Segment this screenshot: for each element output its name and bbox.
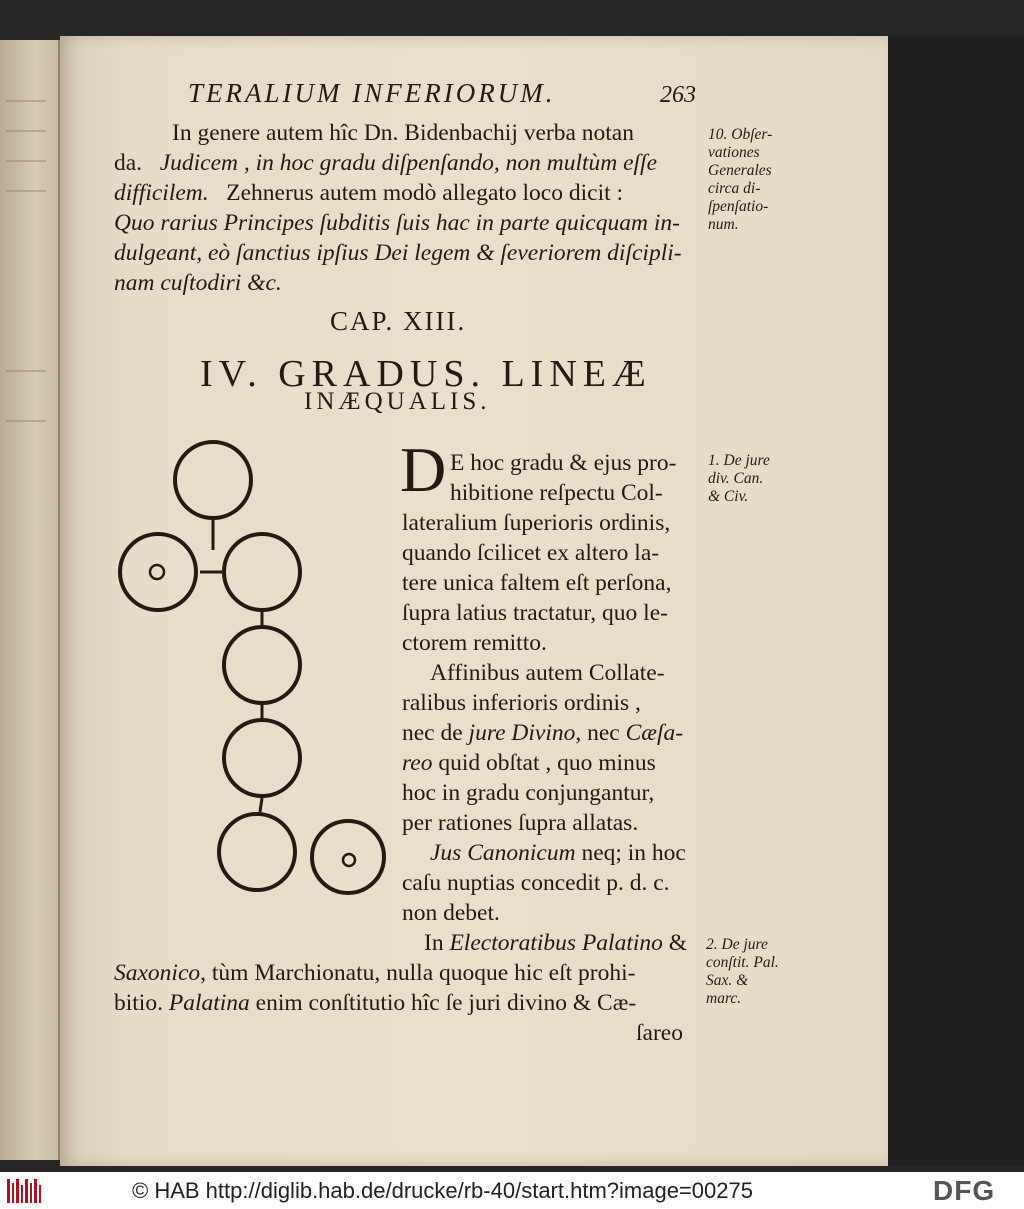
text-line: lateralium ſuperioris ordinis, (402, 510, 671, 536)
dfg-logo-icon: DFG (933, 1175, 996, 1206)
text-line: ralibus inferioris ordinis , (402, 690, 641, 716)
text-line: quando ſcilicet ex altero la- (402, 540, 660, 566)
text-line: Jus Canonicum neq; in hoc (430, 840, 686, 866)
degree-circle (224, 627, 300, 703)
catchword: ſareo (636, 1020, 683, 1046)
chapter-title: CAP. XIII. (330, 306, 467, 336)
text-line: dulgeant, eò ſanctius ipſius Dei legem & ſeveriorem diſcipli- (114, 240, 682, 266)
text-line: Quo rarius Principes ſubditis ſuis hac in parte quicquam in- (114, 210, 680, 236)
hab-logo-icon (6, 1177, 46, 1205)
text-line: In Electoratibus Palatino & (424, 930, 688, 956)
page-number: 263 (660, 82, 696, 108)
text-line: ctorem remitto. (402, 630, 547, 656)
degree-circle (175, 442, 251, 518)
text-line: nec de jure Divino, nec Cæſa- (402, 720, 684, 746)
footer-bar (0, 1172, 1024, 1209)
running-head: TERALIUM INFERIORUM. (188, 78, 556, 108)
text-line: bitio. Palatina enim conſtitutio hîc ſe juri divino & Cæ- (114, 990, 637, 1016)
text-line: nam cuſtodiri &c. (114, 270, 282, 296)
text-line: hibitione reſpectu Col- (450, 480, 663, 506)
degree-circle (219, 814, 295, 890)
text-line: reo quid obſtat , quo minus (402, 750, 656, 776)
section-subheading: INÆQUALIS. (304, 388, 491, 415)
text-line: Affinibus autem Collate- (430, 660, 665, 686)
section-heading: IV. GRADUS. LINEÆ (200, 353, 652, 395)
text-line: da. Judicem , in hoc gradu diſpenſando, non multùm eſſe (114, 150, 658, 176)
text-line: E hoc gradu & ejus pro- (450, 450, 677, 476)
degree-circle (120, 534, 196, 610)
drop-cap: D (400, 434, 447, 505)
text-line: difficilem. Zehnerus autem modò allegato loco dicit : (114, 180, 624, 206)
previous-page-edge (0, 40, 60, 1160)
degree-circle (224, 720, 300, 796)
text-line: hoc in gradu conjungantur, (402, 780, 655, 806)
kinship-diagram (100, 440, 390, 910)
text-line: tere unica faltem eſt perſona, (402, 570, 672, 596)
person-marker (343, 854, 355, 866)
degree-circle (312, 821, 384, 893)
text-line: In genere autem hîc Dn. Bidenbachij verba notan (172, 120, 634, 146)
text-line: ſupra latius tractatur, quo le- (402, 600, 668, 626)
right-scan-margin (888, 36, 1024, 1166)
margin-note: 1. De jure div. Can. & Civ. (708, 452, 770, 505)
margin-note: 10. Obſer- vationes Generales circa di- ſpenſatio- num. (708, 126, 773, 233)
margin-note: 2. De jure conſtit. Pal. Sax. & marc. (706, 936, 779, 1007)
text-line: per rationes ſupra allatas. (402, 810, 639, 836)
copyright-link[interactable]: © HAB http://diglib.hab.de/drucke/rb-40/start.htm?image=00275 (132, 1178, 753, 1203)
text-line: Saxonico, tùm Marchionatu, nulla quoque hic eſt prohi- (114, 960, 636, 986)
text-line: caſu nuptias concedit p. d. c. (402, 870, 670, 896)
connector-line (260, 798, 262, 812)
text-line: non debet. (402, 900, 500, 926)
person-marker (150, 565, 164, 579)
degree-circle (224, 534, 300, 610)
